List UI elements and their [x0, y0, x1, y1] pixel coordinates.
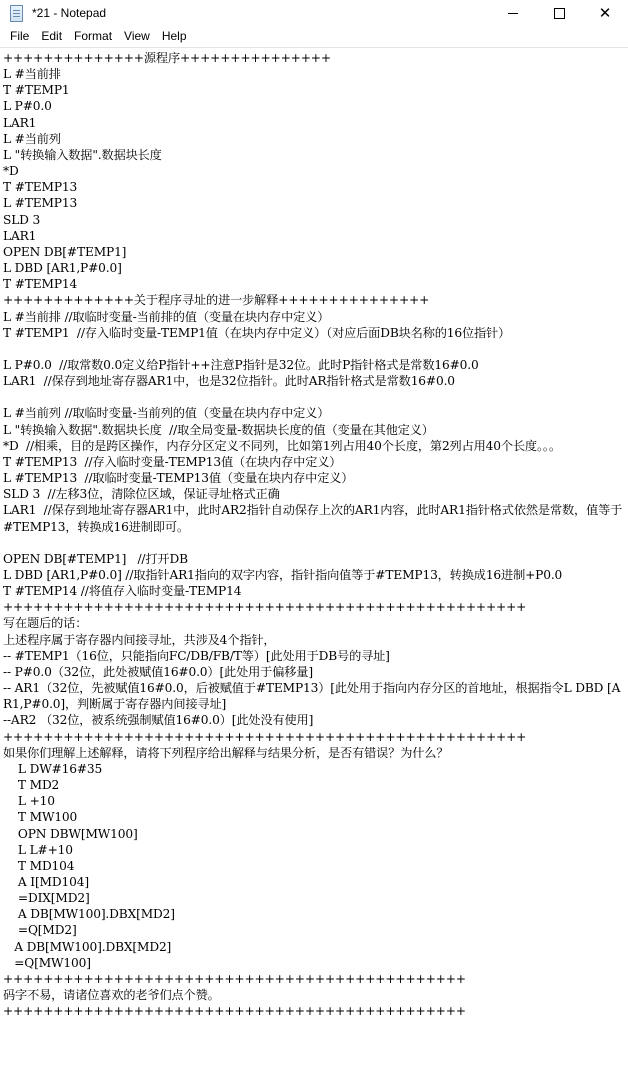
text-line: =DIX[MD2] — [3, 891, 90, 906]
text-line: 写在题后的话： — [3, 616, 88, 631]
text-line — [3, 341, 623, 357]
text-line: OPEN DB[#TEMP1] //打开DB — [3, 551, 188, 566]
text-line: T #TEMP13 — [3, 180, 78, 195]
maximize-icon — [554, 8, 565, 19]
text-line: --AR2 （32位，被系统强制赋值16#0.0）[此处没有使用] — [3, 713, 314, 728]
text-line: L P#0.0 //取常数0.0定义给P指针++注意P指针是32位。此时P指针格式是常数16#0.0 — [3, 357, 479, 372]
text-line: LAR1 — [3, 228, 37, 243]
window-controls — [490, 0, 628, 26]
title-bar[interactable] — [0, 0, 628, 26]
window-title: *21 - Notepad — [32, 6, 107, 20]
minimize-button[interactable] — [490, 0, 536, 26]
minimize-icon — [508, 13, 518, 14]
close-icon: ✕ — [598, 4, 612, 22]
text-line: A DB[MW100].DBX[MD2] — [3, 907, 175, 922]
text-line: ++++++++++++++++++++++++++++++++++++++++++++++ — [3, 1004, 466, 1019]
text-line: ++++++++++++++++++++++++++++++++++++++++++++++++++++ — [3, 600, 527, 615]
text-editor-area[interactable] — [0, 47, 628, 1085]
text-line: *D — [3, 164, 19, 179]
text-line: L #当前列 //取临时变量-当前列的值（变量在块内存中定义） — [3, 406, 330, 421]
text-line: SLD 3 //左移3位，清除位区域，保证寻址格式正确 — [3, 487, 280, 502]
menu-edit[interactable]: Edit — [41, 29, 63, 43]
text-line: T MD104 — [3, 858, 75, 873]
text-line — [3, 389, 623, 405]
text-line: L #TEMP13 — [3, 196, 78, 211]
document-text[interactable] — [3, 50, 623, 1019]
text-line: L +10 — [3, 794, 55, 809]
text-line: T #TEMP13 //存入临时变量-TEMP13值（在块内存中定义） — [3, 454, 342, 469]
text-line: OPEN DB[#TEMP1] — [3, 244, 127, 259]
text-line: A DB[MW100].DBX[MD2] — [3, 939, 172, 954]
text-line: LAR1 //保存到地址寄存器AR1中，也是32位指针。此时AR指针格式是常数16#0.0 — [3, 374, 455, 389]
text-line: +++++++++++++关于程序寻址的进一步解释+++++++++++++++ — [3, 293, 430, 308]
menu-bar — [0, 26, 628, 47]
text-line: L DW#16#35 — [3, 761, 103, 776]
text-line: -- P#0.0（32位，此处被赋值16#0.0）[此处用于偏移量] — [3, 664, 313, 679]
text-line: L #当前排 — [3, 67, 61, 82]
text-line: T MW100 — [3, 810, 78, 825]
menu-view[interactable]: View — [124, 29, 150, 43]
text-line: -- AR1（32位，先被赋值16#0.0，后被赋值于#TEMP13）[此处用于指向内存分区的首地址，根据指令L DBD [AR1,P#0.0]，判断属于寄存器内间接寻址] — [3, 681, 621, 712]
text-line: L DBD [AR1,P#0.0] — [3, 261, 122, 276]
text-line: L DBD [AR1,P#0.0] //取指针AR1指向的双字内容，指针指向值等于#TEMP13，转换成16进制+P0.0 — [3, 568, 563, 582]
close-button[interactable] — [582, 0, 628, 26]
text-line: L L#+10 — [3, 842, 73, 857]
maximize-button[interactable] — [536, 0, 582, 26]
text-line: T MD2 — [3, 778, 60, 793]
menu-file[interactable]: File — [10, 29, 30, 43]
text-line: OPN DBW[MW100] — [3, 826, 138, 841]
menu-help[interactable]: Help — [161, 29, 187, 43]
text-line: L "转换输入数据".数据块长度 //取全局变量-数据块长度的值（变量在其他定义） — [3, 422, 434, 437]
text-line: T #TEMP1 //存入临时变量-TEMP1值（在块内存中定义）（对应后面DB块名称的16位指针） — [3, 325, 511, 340]
text-line: 码字不易，请诸位喜欢的老爷们点个赞。 — [3, 988, 220, 1003]
text-line: L #TEMP13 //取临时变量-TEMP13值（变量在块内存中定义） — [3, 471, 354, 486]
text-line: T #TEMP14 — [3, 277, 78, 292]
text-line: =Q[MW100] — [3, 955, 91, 970]
text-line: L "转换输入数据".数据块长度 — [3, 147, 162, 162]
menu-format[interactable]: Format — [74, 29, 113, 43]
text-line: ++++++++++++++源程序+++++++++++++++ — [3, 51, 331, 65]
text-line: =Q[MD2] — [3, 923, 77, 938]
text-line: 如果你们理解上述解释，请将下列程序给出解释与结果分析，是否有错误？为什么？ — [3, 745, 449, 760]
text-line: *D //相乘，目的是跨区操作，内存分区定义不同列，比如第1列占用40个长度，第2列占用40个长度。。。 — [3, 438, 561, 453]
text-line: L #当前列 — [3, 131, 61, 146]
text-line: T #TEMP14 //将值存入临时变量-TEMP14 — [3, 584, 242, 599]
text-line: L #当前排 //取临时变量-当前排的值（变量在块内存中定义） — [3, 309, 330, 324]
text-line: ++++++++++++++++++++++++++++++++++++++++++++++++++++ — [3, 729, 527, 744]
text-line: L P#0.0 — [3, 99, 52, 114]
text-line: T #TEMP1 — [3, 83, 70, 98]
text-line: A I[MD104] — [3, 874, 89, 889]
text-line: 上述程序属于寄存器内间接寻址，共涉及4个指针， — [3, 632, 276, 647]
notepad-icon — [8, 5, 24, 21]
text-line: SLD 3 — [3, 212, 41, 227]
text-line: LAR1 //保存到地址寄存器AR1中，此时AR2指针自动保存上次的AR1内容，此时AR1指针格式依然是常数，值等于#TEMP13，转换成16进制即可。 — [3, 503, 623, 534]
text-line: ++++++++++++++++++++++++++++++++++++++++++++++ — [3, 971, 466, 986]
text-line: -- #TEMP1（16位，只能指向FC/DB/FB/T等）[此处用于DB号的寻址] — [3, 648, 390, 663]
text-line: LAR1 — [3, 115, 37, 130]
text-line — [3, 535, 623, 551]
